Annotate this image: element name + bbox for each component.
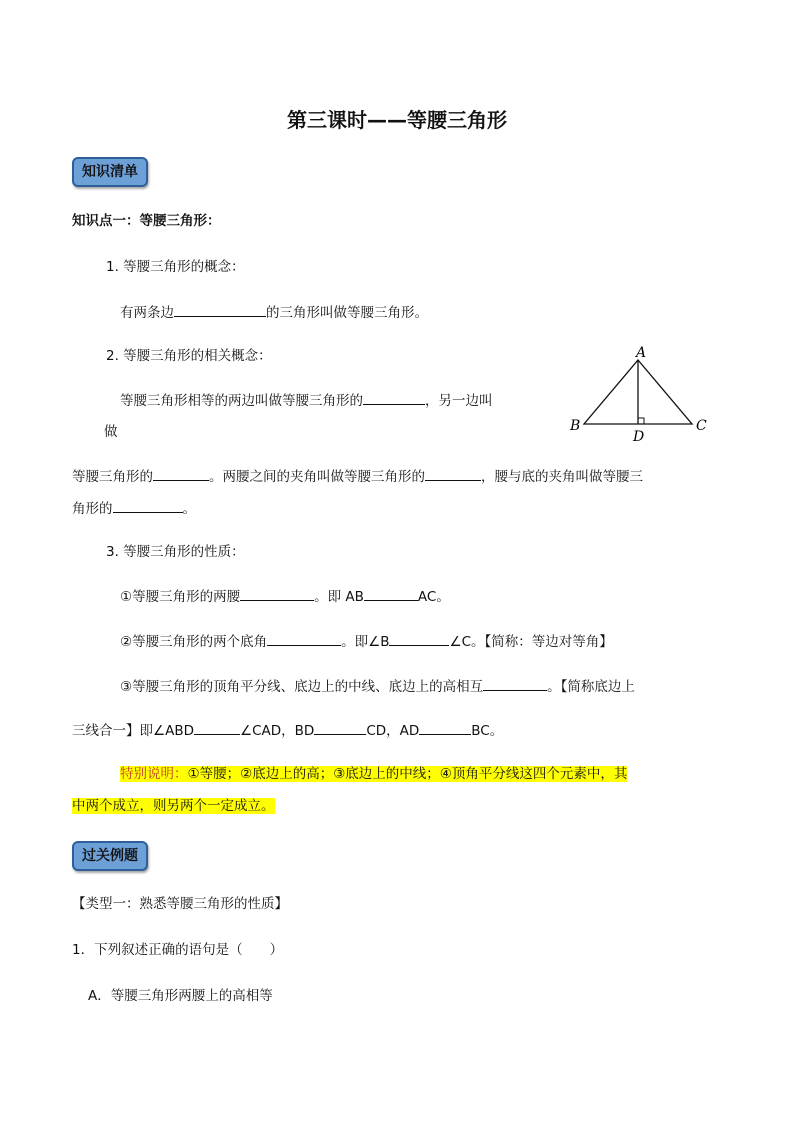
isosceles-triangle-figure bbox=[566, 340, 714, 446]
item2-text: 。两腰之间的夹角叫做等腰三角形的 bbox=[209, 469, 425, 485]
property-text: ∠CAD，BD bbox=[240, 723, 315, 739]
property-text: ②等腰三角形的两个底角 bbox=[120, 634, 268, 650]
point-d-label: D bbox=[633, 429, 645, 445]
blank bbox=[363, 390, 425, 405]
property-text: CD，AD bbox=[366, 723, 420, 739]
item2-line1 bbox=[120, 390, 493, 411]
property-2 bbox=[120, 631, 613, 652]
property-3-cont bbox=[72, 720, 503, 741]
blank bbox=[267, 631, 341, 646]
item1-text-a: 有两条边 bbox=[120, 305, 174, 321]
special-note-label: 特别说明： bbox=[120, 766, 188, 782]
blank bbox=[389, 631, 449, 646]
vertex-c-label: C bbox=[696, 418, 707, 434]
page-title: 第三课时——等腰三角形 bbox=[287, 108, 507, 132]
right-angle-mark bbox=[638, 418, 644, 424]
blank bbox=[314, 720, 366, 735]
special-note-text: 中两个成立，则另两个一定成立。 bbox=[72, 798, 275, 814]
property-text: ①等腰三角形的两腰 bbox=[120, 589, 241, 605]
special-note-line1 bbox=[120, 764, 627, 784]
item2-line1-cont: 做 bbox=[104, 424, 118, 440]
property-3 bbox=[120, 676, 635, 697]
vertex-a-label: A bbox=[636, 345, 647, 361]
property-1 bbox=[120, 586, 450, 607]
question-1-stem: 1．下列叙述正确的语句是（ ） bbox=[72, 942, 284, 958]
blank bbox=[240, 586, 314, 601]
property-text: AC。 bbox=[417, 589, 450, 605]
item1-text-b: 的三角形叫做等腰三角形。 bbox=[266, 305, 428, 321]
property-text: ∠C。【简称：等边对等角】 bbox=[449, 634, 613, 650]
section-badge-examples: 过关例题 bbox=[72, 841, 148, 871]
blank bbox=[194, 720, 240, 735]
property-text: 。即∠B bbox=[341, 634, 390, 650]
property-text: ③等腰三角形的顶角平分线、底边上的中线、底边上的高相互 bbox=[120, 679, 484, 695]
property-text: 三线合一】即∠ABD bbox=[72, 723, 194, 739]
blank bbox=[153, 466, 209, 481]
item1-definition bbox=[120, 302, 428, 323]
blank bbox=[425, 466, 481, 481]
item2-text: ，另一边叫 bbox=[425, 393, 493, 409]
blank bbox=[419, 720, 471, 735]
blank bbox=[174, 302, 266, 317]
property-text: 。即 AB bbox=[314, 589, 364, 605]
item2-text: ，腰与底的夹角叫做等腰三 bbox=[481, 469, 643, 485]
blank bbox=[113, 498, 183, 513]
item2-text: 角形的 bbox=[72, 501, 113, 517]
question-1-option-a: A．等腰三角形两腰上的高相等 bbox=[88, 988, 273, 1004]
section-badge-knowledge: 知识清单 bbox=[72, 157, 148, 187]
blank bbox=[483, 676, 547, 691]
item2-text: 。 bbox=[182, 501, 196, 517]
item2-line2 bbox=[72, 466, 643, 487]
property-text: 。【简称底边上 bbox=[547, 679, 635, 695]
item2-line3 bbox=[72, 498, 196, 519]
blank bbox=[364, 586, 418, 601]
type1-heading: 【类型一：熟悉等腰三角形的性质】 bbox=[72, 896, 288, 912]
item3-label: 3. 等腰三角形的性质： bbox=[106, 544, 245, 560]
item2-text: 等腰三角形相等的两边叫做等腰三角形的 bbox=[120, 393, 363, 409]
vertex-b-label: B bbox=[570, 418, 581, 434]
knowledge-point-heading: 知识点一：等腰三角形： bbox=[72, 213, 221, 229]
special-note-line2 bbox=[72, 796, 275, 816]
property-text: BC。 bbox=[471, 723, 504, 739]
item2-text: 等腰三角形的 bbox=[72, 469, 153, 485]
special-note-text: ①等腰；②底边上的高；③底边上的中线；④顶角平分线这四个元素中，其 bbox=[187, 766, 628, 782]
item1-label: 1. 等腰三角形的概念： bbox=[106, 259, 245, 275]
item2-label: 2. 等腰三角形的相关概念： bbox=[106, 348, 272, 364]
